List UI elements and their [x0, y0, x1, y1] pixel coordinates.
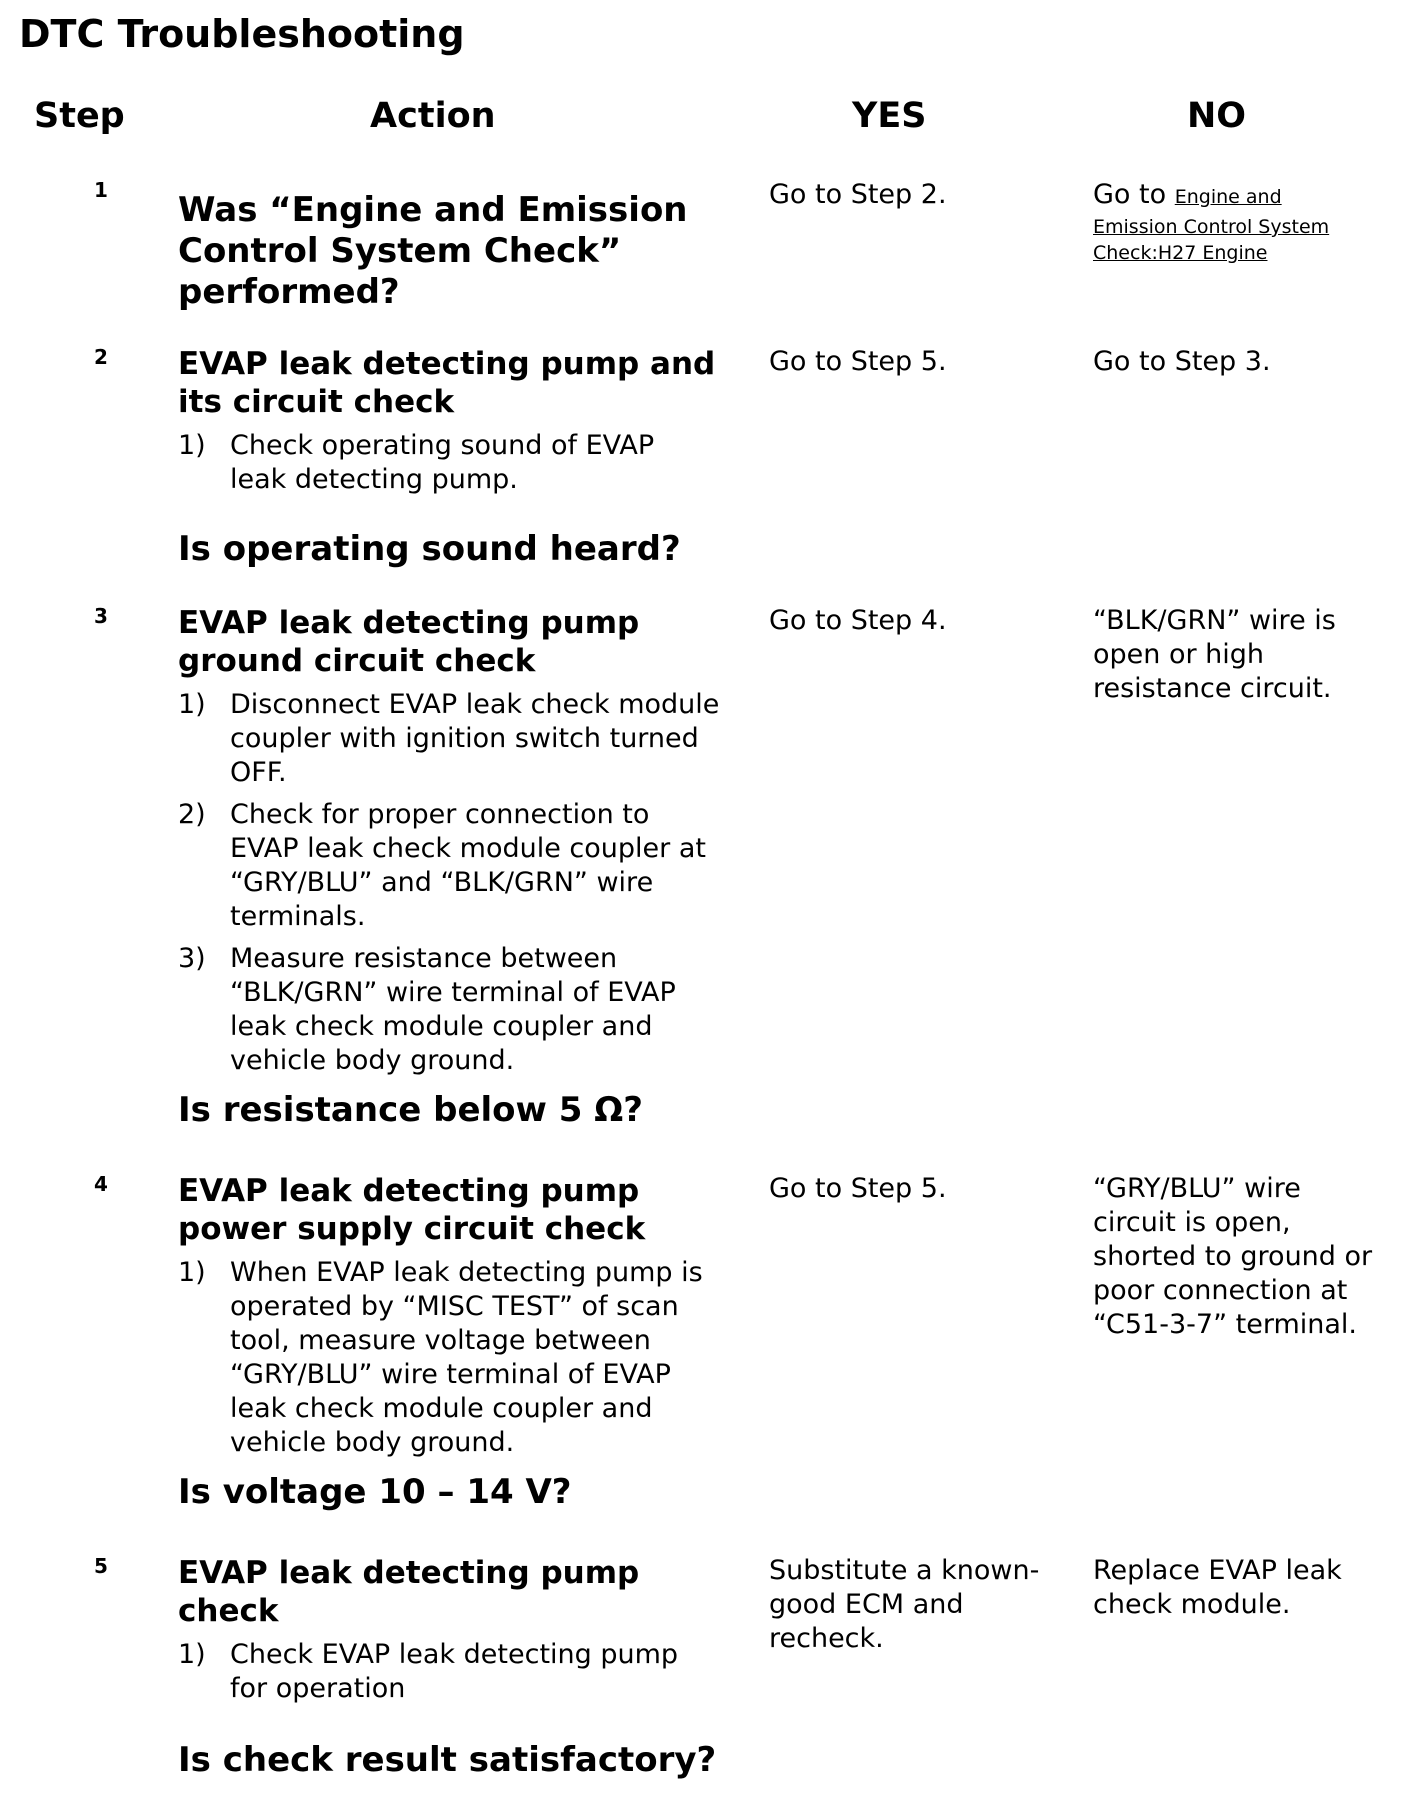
- yes-result: Go to Step 2.: [769, 179, 947, 210]
- step-number: 3: [94, 604, 108, 628]
- procedure-line: OFF.: [230, 757, 287, 788]
- no-result-line: resistance circuit.: [1093, 673, 1332, 704]
- no-result-line: open or high: [1093, 639, 1265, 670]
- column-header-no: NO: [1187, 96, 1247, 136]
- procedure-line: Check EVAP leak detecting pump: [230, 1639, 679, 1670]
- yes-result: [769, 1554, 1069, 1656]
- step-action: [178, 604, 748, 1130]
- procedure-item: [178, 429, 748, 497]
- procedure-line: operated by “MISC TEST” of scan: [230, 1291, 679, 1322]
- procedure-line: “BLK/GRN” wire terminal of EVAP: [230, 977, 676, 1008]
- procedure-index: 1): [178, 689, 206, 720]
- engine-emission-check-link[interactable]: Emission Control System: [1093, 216, 1330, 238]
- procedure-line: Disconnect EVAP leak check module: [230, 689, 720, 720]
- step-title-line: EVAP leak detecting pump: [178, 1555, 640, 1591]
- step-number: 4: [94, 1172, 108, 1196]
- step-title-line: performed?: [178, 272, 400, 312]
- procedure-line: vehicle body ground.: [230, 1045, 515, 1076]
- step-number: 2: [94, 345, 108, 369]
- step-number: 1: [94, 178, 108, 202]
- yes-result: Go to Step 5.: [769, 1173, 947, 1204]
- step-action: [178, 345, 748, 569]
- procedure-line: When EVAP leak detecting pump is: [230, 1257, 703, 1288]
- no-result: [1093, 1554, 1403, 1622]
- no-result-line: check module.: [1093, 1589, 1291, 1620]
- procedure-list: [178, 1638, 748, 1706]
- column-header-action: Action: [370, 96, 496, 136]
- step-title-line: its circuit check: [178, 384, 455, 420]
- step-title-line: EVAP leak detecting pump: [178, 1173, 640, 1209]
- procedure-list: [178, 1256, 748, 1460]
- page-title: DTC Troubleshooting: [19, 12, 465, 56]
- no-result: [1093, 1172, 1403, 1342]
- procedure-line: Check for proper connection to: [230, 799, 650, 830]
- step-question: Is resistance below 5 Ω?: [178, 1090, 643, 1130]
- no-result-line: “C51-3-7” terminal.: [1093, 1309, 1358, 1340]
- procedure-index: 3): [178, 943, 206, 974]
- procedure-item: [178, 1638, 748, 1706]
- step-number: 5: [94, 1554, 108, 1578]
- step-title-line: check: [178, 1593, 279, 1629]
- procedure-list: [178, 429, 748, 497]
- procedure-line: Measure resistance between: [230, 943, 618, 974]
- step-title-line: Was “Engine and Emission: [178, 190, 688, 230]
- no-result-line: Replace EVAP leak: [1093, 1555, 1342, 1586]
- yes-result-line: recheck.: [769, 1623, 884, 1654]
- engine-emission-check-link[interactable]: Check:H27 Engine: [1093, 242, 1268, 264]
- yes-result-line: good ECM and: [769, 1589, 964, 1620]
- procedure-line: Check operating sound of EVAP: [230, 430, 655, 461]
- column-header-yes: YES: [852, 96, 927, 136]
- step-title-line: power supply circuit check: [178, 1211, 646, 1247]
- no-result: [1093, 178, 1403, 266]
- procedure-index: 1): [178, 430, 206, 461]
- step-title-line: EVAP leak detecting pump and: [178, 346, 716, 382]
- step-action: [178, 1172, 748, 1512]
- procedure-item: [178, 798, 748, 934]
- procedure-index: 2): [178, 799, 206, 830]
- step-question: Is voltage 10 – 14 V?: [178, 1472, 572, 1512]
- yes-result: Go to Step 4.: [769, 605, 947, 636]
- procedure-index: 1): [178, 1639, 206, 1670]
- no-result: [1093, 604, 1403, 706]
- no-result: Go to Step 3.: [1093, 346, 1271, 377]
- procedure-line: tool, measure voltage between: [230, 1325, 651, 1356]
- no-result-line: shorted to ground or: [1093, 1241, 1373, 1272]
- no-result-line: “GRY/BLU” wire: [1093, 1173, 1301, 1204]
- yes-result: Go to Step 5.: [769, 346, 947, 377]
- procedure-line: vehicle body ground.: [230, 1427, 515, 1458]
- no-result-line: circuit is open,: [1093, 1207, 1291, 1238]
- step-title-line: ground circuit check: [178, 643, 536, 679]
- procedure-line: leak detecting pump.: [230, 464, 518, 495]
- no-result-line: poor connection at: [1093, 1275, 1348, 1306]
- procedure-index: 1): [178, 1257, 206, 1288]
- yes-result-line: Substitute a known-: [769, 1555, 1040, 1586]
- procedure-line: coupler with ignition switch turned: [230, 723, 699, 754]
- no-prefix: Go to: [1093, 179, 1167, 210]
- no-result-line: “BLK/GRN” wire is: [1093, 605, 1336, 636]
- procedure-line: terminals.: [230, 901, 366, 932]
- step-question: Is check result satisfactory?: [178, 1740, 717, 1780]
- procedure-item: [178, 1256, 748, 1460]
- engine-emission-check-link[interactable]: Engine and: [1174, 186, 1282, 208]
- procedure-line: “GRY/BLU” and “BLK/GRN” wire: [230, 867, 654, 898]
- step-title-line: EVAP leak detecting pump: [178, 605, 640, 641]
- procedure-line: leak check module coupler and: [230, 1393, 653, 1424]
- step-question: Is operating sound heard?: [178, 529, 681, 569]
- procedure-line: leak check module coupler and: [230, 1011, 653, 1042]
- procedure-line: “GRY/BLU” wire terminal of EVAP: [230, 1359, 671, 1390]
- column-header-step: Step: [34, 96, 125, 136]
- procedure-line: for operation: [230, 1673, 406, 1704]
- procedure-line: EVAP leak check module coupler at: [230, 833, 706, 864]
- step-action: [178, 1554, 748, 1780]
- step-action: [178, 190, 748, 313]
- procedure-list: [178, 688, 748, 1078]
- procedure-item: [178, 942, 748, 1078]
- procedure-item: [178, 688, 748, 790]
- step-title-line: Control System Check”: [178, 231, 622, 271]
